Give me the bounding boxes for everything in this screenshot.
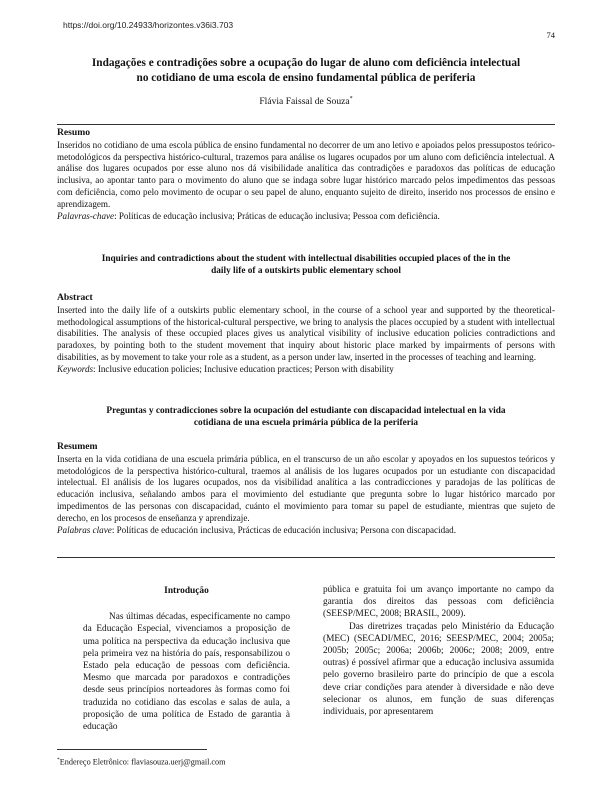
footnote-mark: * — [57, 757, 60, 763]
intro-paragraph-1: Nas últimas décadas, especificamente no campo da Educação Especial, vivenciamos a proposição de uma política na perspectiva da educação inclusiva que pela primeira vez na história do país, responsabilizou o Estado pela educação de pessoas com deficiência. Mesmo que marcada por paradoxos e contradições desde seus princípios norteadores às formas como foi traduzida no cotidiano das escolas e salas de aula, a proposição de uma política de Estado de garantia à educação — [83, 612, 290, 733]
abstract-keywords — [57, 364, 555, 376]
footnote — [57, 757, 226, 767]
doi-link[interactable]: https://doi.org/10.24933/horizontes.v36i3.703 — [63, 20, 234, 30]
resumem-keywords — [57, 525, 555, 537]
section-divider — [57, 557, 555, 558]
english-title-line-2: daily life of a outskirts public elementary school — [211, 265, 401, 276]
abstract-text: Inserted into the daily life of a outskirts public elementary school, in the course of a school year and supported by the theoretical-methodological assumptions of the historical-cultural perspective, we bring to analysis the places occupied by a student with intellectual disabilities. The analysis of these occupied places gives us analytical visibility of inclusive education policies contradictions and paradoxes, by pointing both to the student movement that inquiry about historic place marked by impairments of persons with disabilities, as by movement to take your role as a student, as a person under law, inserted in the processes of teaching and learning. — [57, 304, 555, 362]
keywords-label: Palavras-chave — [57, 210, 115, 221]
abstract-heading: Abstract — [57, 292, 93, 303]
spanish-title-line-2: cotidiana de una escuela primária pública de la periferia — [193, 417, 419, 428]
intro-heading: Introdução — [164, 586, 209, 596]
footnote-divider — [57, 749, 207, 750]
intro-paragraph-2: pública e gratuita foi um avanço importante no campo da garantia dos direitos das pessoas com deficiência (SEESP/MEC, 2008; BRASIL, 2009). — [323, 585, 554, 620]
resumem-heading: Resumem — [57, 441, 98, 452]
author-name: Flávia Faissal de Souza — [259, 96, 350, 108]
section-divider — [57, 124, 555, 125]
keywords-label: Keywords — [57, 363, 94, 374]
english-title — [60, 254, 552, 278]
title-line-2: no cotidiano de uma escola de ensino fundamental pública de periferia — [136, 72, 476, 84]
footnote-email[interactable]: Endereço Eletrônico: flaviasouza.uerj@gmail.com — [59, 757, 226, 767]
keywords-label: Palabras clave — [57, 524, 112, 535]
left-column — [83, 585, 290, 733]
keywords-text: : Inclusive education policies; Inclusive education practices; Person with disability — [93, 363, 394, 374]
page-number: 74 — [546, 30, 555, 40]
resumo-heading: Resumo — [57, 127, 91, 138]
resumo-text: Inseridos no cotidiano de uma escola pública de ensino fundamental no decorrer de um ano letivo e apoiados pelos pressupostos teórico-metodológicos da perspectiva histórico-cultural, trazemos para análise os lugares ocupados por um aluno com deficiência intelectual. A análise dos lugares ocupados por esse aluno nos dá visibilidade analítica das contradições e paradoxos das políticas de educação inclusiva, ao apontar tanto para o movimento do aluno que se indaga sobre lugar histórico marcado pelos impedimentos das pessoas com deficiência, como pelo movimento de ocupar o seu papel de aluno, enquanto sujeito de direito, inserido nos processos de ensino e aprendizagem. — [57, 139, 555, 209]
spanish-title-line-1: Preguntas y contradicciones sobre la ocupación del estudiante con discapacidad intelectual en la vida — [106, 406, 506, 416]
resumo-section — [57, 127, 555, 222]
english-title-line-1: Inquiries and contradictions about the student with intellectual disabilities occupied places of the in the — [101, 254, 511, 264]
right-column — [323, 584, 554, 718]
author — [60, 96, 552, 107]
resumo-keywords — [57, 211, 555, 223]
title-line-1: Indagações e contradições sobre a ocupação do lugar de aluno com deficiência intelectual — [91, 57, 521, 69]
keywords-text: : Políticas de educación inclusiva, Prácticas de educación inclusiva; Persona con discapacidad. — [111, 524, 456, 535]
spanish-title — [60, 406, 552, 430]
resumem-text: Inserta en la vida cotidiana de una escuela primária pública, en el transcurso de un año escolar y apoyados en los supuestos teóricos y metodológicos de la perspectiva histórico-cultural, traemos al análisis de los lugares ocupados por un estudiante con discapacidad intelectual. El análisis de los lugares ocupados, nos da visibilidad analítica a las contradicciones y paradojas de las políticas de educación inclusiva, señalando ambos para el movimiento del estudiante que pregunta sobre lo lugar histórico marcado por impedimentos de las personas con discapacidad, cuánto el movimiento para tomar su papel de estudiante, mientras que sujeto de derecho, en los procesos de enseñanza y aprendizaje. — [57, 453, 555, 523]
abstract-section — [57, 292, 555, 376]
article-title — [60, 56, 552, 86]
author-footnote-mark: * — [349, 96, 353, 102]
resumem-section — [57, 441, 555, 536]
keywords-text: : Políticas de educação inclusiva; Práticas de educação inclusiva; Pessoa com deficiência. — [114, 210, 440, 221]
intro-paragraph-3: Das diretrizes traçadas pelo Ministério da Educação (MEC) (SECADI/MEC, 2016; SEESP/MEC, 2004; 2005a; 2005b; 2005c; 2006a; 2006b; 2006c; 2008; 2009, entre outras) é possível afirmar que a educação inclusiva assumida pelo governo brasileiro parte do princípio de que a escola deve criar condições para atender à diversidade e não deve selecionar os alunos, em função de suas diferenças individuais, por apresentarem — [323, 621, 554, 718]
